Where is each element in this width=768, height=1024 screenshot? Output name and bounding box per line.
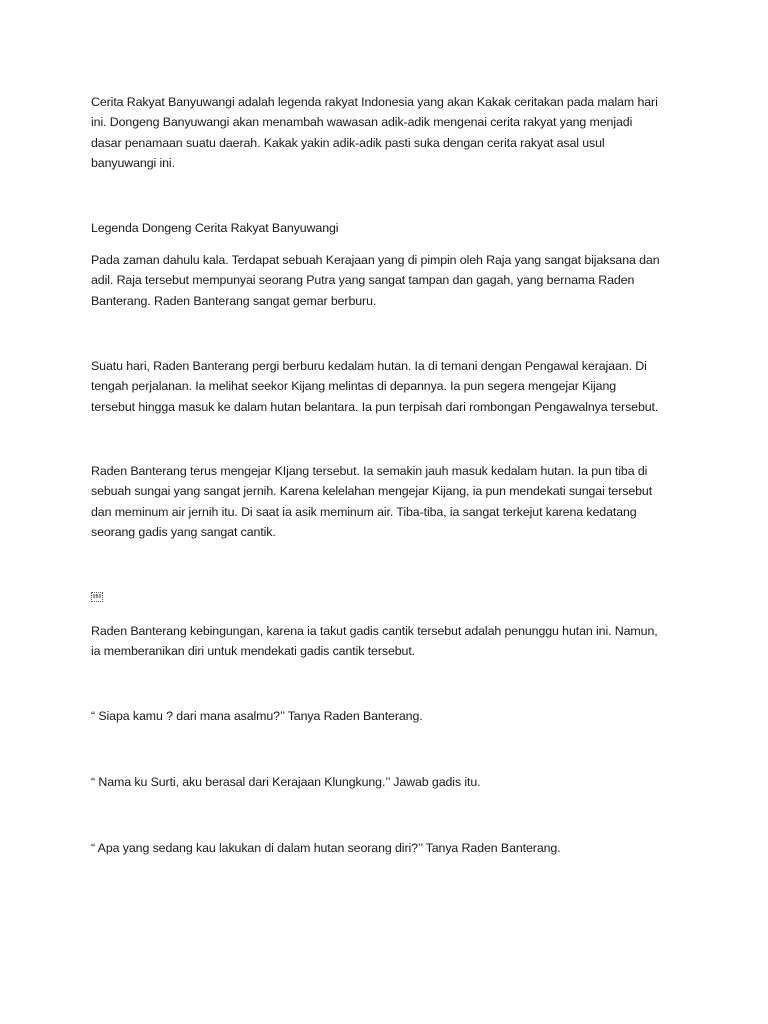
text-line: Raden Banterang kebingungan, karena ia takut gadis cantik tersebut adalah penunggu hutan ini. Namun, (91, 624, 658, 638)
text-line: seorang gadis yang sangat cantik. (91, 524, 276, 539)
paragraph-1 (91, 250, 691, 311)
text-line: tersebut hingga masuk ke dalam hutan belantara. Ia pun terpisah dari rombongan Pengawalnya tersebut. (91, 399, 659, 414)
paragraph-6 (91, 772, 691, 792)
text-line: banyuwangi ini. (91, 155, 175, 170)
text-line: tengah perjalanan. Ia melihat seekor Kijang melintas di depannya. Ia pun segera mengejar Kijang (91, 379, 617, 394)
paragraph-3 (91, 461, 691, 542)
heading-text: Legenda Dongeng Cerita Rakyat Banyuwangi (91, 221, 339, 235)
paragraph-intro (91, 92, 691, 173)
section-heading (91, 218, 691, 238)
paragraph-4 (91, 621, 691, 662)
text-line: “ Nama ku Surti, aku berasal dari Kerajaan Klungkung.’’ Jawab gadis itu. (91, 775, 481, 789)
text-line: dan meminum air jernih itu. Di saat ia asik meminum air. Tiba-tiba, ia sangat terkejut karena kedatang (91, 504, 637, 519)
text-line: ia memberanikan diri untuk mendekati gadis cantik tersebut. (91, 644, 416, 659)
paragraph-5 (91, 706, 691, 726)
text-line: Banterang. Raden Banterang sangat gemar berburu. (91, 293, 377, 308)
text-line: dasar penamaan suatu daerah. Kakak yakin adik-adik pasti suka dengan cerita rakyat asal usul (91, 135, 605, 150)
text-line: “ Apa yang sedang kau lakukan di dalam hutan seorang diri?’’ Tanya Raden Banterang. (91, 841, 561, 855)
text-line: ini. Dongeng Banyuwangi akan menambah wawasan adik-adik mengenai cerita rakyat yang menjadi (91, 115, 633, 130)
text-line: “ Siapa kamu ? dari mana asalmu?’’ Tanya Raden Banterang. (91, 709, 423, 723)
paragraph-7 (91, 838, 691, 858)
missing-glyph-icon: 0B0 (92, 594, 102, 600)
text-line: Suatu hari, Raden Banterang pergi berburu kedalam hutan. Ia di temani dengan Pengawal kerajaan. Di (91, 359, 647, 373)
text-line: Raden Banterang terus mengejar KIjang tersebut. Ia semakin jauh masuk kedalam hutan. Ia pun tiba di (91, 464, 648, 478)
paragraph-2 (91, 356, 691, 417)
text-line: adil. Raja tersebut mempunyai seorang Putra yang sangat tampan dan gagah, yang bernama Raden (91, 273, 635, 288)
text-line: sebuah sungai yang sangat jernih. Karena kelelahan mengejar Kijang, ia pun mendekati sungai tersebut (91, 484, 653, 499)
text-line: Pada zaman dahulu kala. Terdapat sebuah Kerajaan yang di pimpin oleh Raja yang sangat bijaksana dan (91, 253, 660, 267)
text-line: Cerita Rakyat Banyuwangi adalah legenda rakyat Indonesia yang akan Kakak ceritakan pada malam hari (91, 95, 658, 109)
